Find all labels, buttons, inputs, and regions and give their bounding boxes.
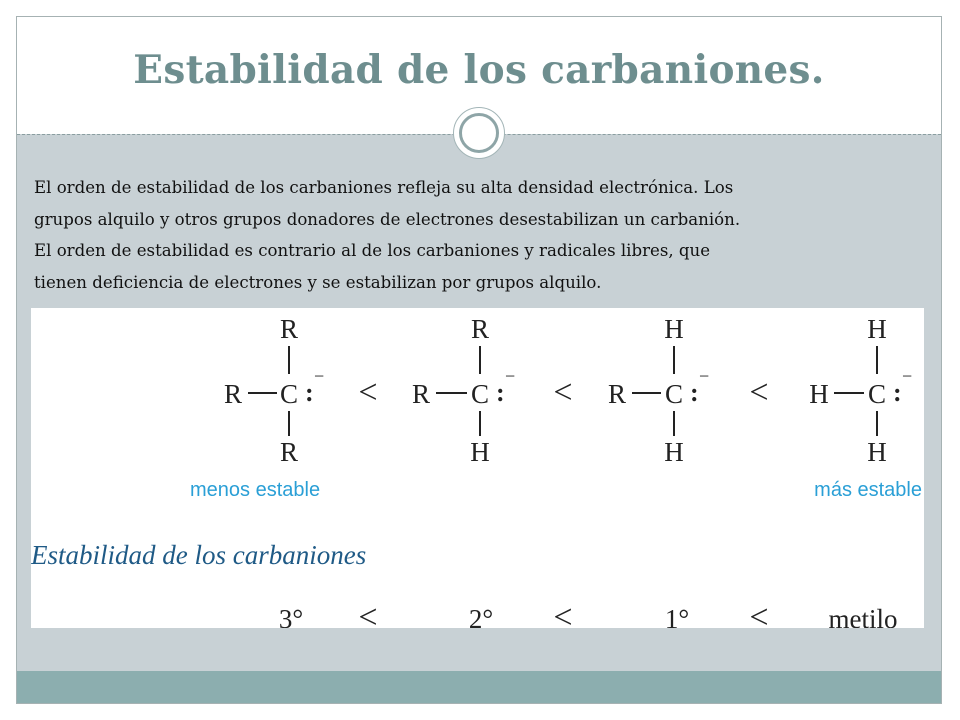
central-carbon: C (470, 379, 490, 409)
substituent-bottom: R (279, 437, 299, 467)
figure-svg (31, 308, 924, 628)
substituent-left: R (223, 379, 243, 409)
order-secondary: 2° (468, 604, 494, 628)
central-carbon: C (664, 379, 684, 409)
central-carbon: C (279, 379, 299, 409)
lone-pair: : (305, 378, 314, 407)
carbanion-stability-figure (31, 308, 924, 628)
order-tertiary: 3° (278, 604, 304, 628)
lone-pair: : (496, 378, 505, 407)
paragraph-line: El orden de estabilidad de los carbaniones refleja su alta densidad electrónica. Los (34, 178, 734, 197)
order-primary: 1° (664, 604, 690, 628)
substituent-top: R (279, 314, 299, 344)
paragraph-line: tienen deficiencia de electrones y se estabilizan por grupos alquilo. (34, 272, 602, 292)
circle-ornament-icon (453, 107, 505, 159)
less-than-sign: < (749, 599, 769, 628)
negative-charge: − (699, 366, 710, 386)
substituent-left: R (607, 379, 627, 409)
structure-primary (608, 314, 709, 467)
paragraph-line: grupos alquilo y otros grupos donadores de electrones desestabilizan un carbanión. (34, 209, 741, 229)
negative-charge: − (314, 366, 325, 386)
paragraph-line: El orden de estabilidad es contrario al de los carbaniones y radicales libres, que (34, 241, 711, 260)
structure-tertiary (224, 314, 324, 467)
substituent-bottom: H (470, 437, 490, 467)
less-than-sign: < (358, 374, 378, 411)
substituent-bottom: H (867, 437, 887, 467)
lone-pair: : (690, 378, 699, 407)
less-stable-label: menos estable (190, 479, 321, 501)
body-paragraph (34, 172, 924, 298)
substituent-top: R (470, 314, 490, 344)
circle-ornament-inner (459, 113, 499, 153)
substituent-top: H (867, 314, 887, 344)
less-than-sign: < (553, 374, 573, 411)
substituent-top: H (664, 314, 684, 344)
less-than-sign: < (749, 374, 769, 411)
order-methyl: metilo (828, 604, 898, 628)
substituent-left: H (809, 379, 829, 409)
negative-charge: − (505, 366, 516, 386)
footer-bar (17, 671, 941, 703)
negative-charge: − (902, 366, 913, 386)
more-stable-label: más estable (814, 479, 922, 501)
less-than-sign: < (553, 599, 573, 628)
less-than-sign: < (358, 599, 378, 628)
figure-caption: Estabilidad de los carbaniones (31, 540, 367, 570)
central-carbon: C (867, 379, 887, 409)
structure-methyl (809, 314, 912, 467)
slide-title: Estabilidad de los carbaniones. (133, 47, 825, 93)
substituent-bottom: H (664, 437, 684, 467)
substituent-left: R (411, 379, 431, 409)
lone-pair: : (893, 378, 902, 407)
structure-secondary (412, 314, 515, 467)
